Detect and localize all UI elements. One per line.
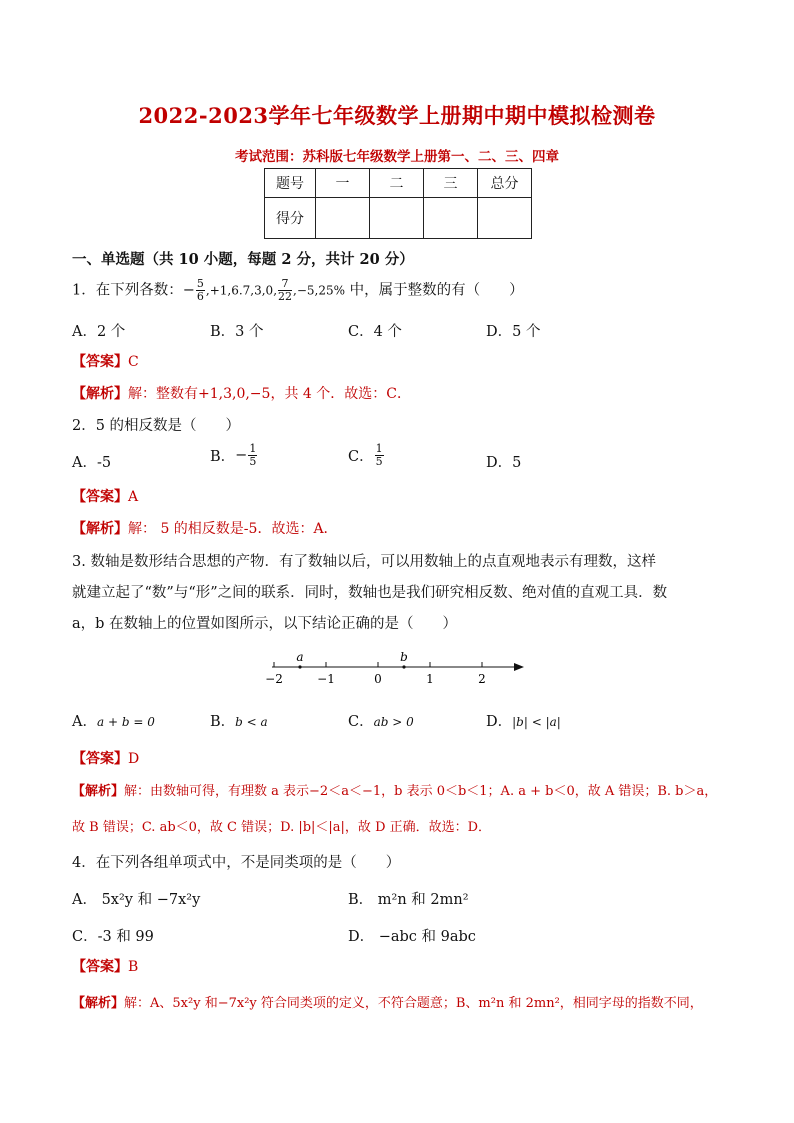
question-3-line: 就建立起了“数”与“形”之间的联系．同时，数轴也是我们研究相反数、绝对值的直观工具．数 <box>72 585 668 601</box>
number-line-point-b <box>402 665 405 668</box>
number-line-point-a <box>298 665 301 668</box>
q1-option-a: A．2 个 <box>72 324 126 340</box>
q4-answer: 【答案】B <box>72 959 139 975</box>
q1-suffix: 中，属于整数的有（ ） <box>345 282 524 299</box>
number-line-arrow <box>514 663 524 671</box>
number-line-figure <box>262 648 532 688</box>
q1-mid: ,+1,6.7,3,0, <box>205 283 278 298</box>
fraction: $\frac{7}{22}$ <box>278 277 293 303</box>
number-line-tick-label: 0 <box>374 672 382 686</box>
number-line-tick-label: −2 <box>265 672 283 686</box>
q1-option-d: D．5 个 <box>486 324 541 340</box>
q2-analysis: 【解析】解： 5 的相反数是-5．故选：A． <box>72 521 338 537</box>
q1-option-b: B．3 个 <box>210 324 264 340</box>
score-cell <box>316 198 370 239</box>
number-line-point-label: a <box>296 650 304 664</box>
fraction: $\frac{5}{6}$ <box>196 277 204 303</box>
q1-analysis: 【解析】解：整数有+1,3,0,−5，共 4 个．故选：C． <box>72 386 411 402</box>
score-header-cell: 题号 <box>265 169 316 198</box>
section-heading: 一、单选题（共 10 小题，每题 2 分，共计 20 分） <box>72 251 414 268</box>
score-header-cell: 二 <box>370 169 424 198</box>
score-header-cell: 总分 <box>478 169 532 198</box>
q1-prefix: 1．在下列各数： <box>72 282 183 299</box>
score-cell <box>478 198 532 239</box>
question-3-line: a，b 在数轴上的位置如图所示，以下结论正确的是（ ） <box>72 616 458 632</box>
exam-scope: 考试范围：苏科版七年级数学上册第一、二、三、四章 <box>235 149 559 165</box>
q2-answer: 【答案】A <box>72 489 139 505</box>
fraction: $\frac{1}{5}$ <box>249 442 257 468</box>
question-1-stem: 1．在下列各数：− $\frac{5}{6}$ ,+1,6.7,3,0, $\frac{7}{22}$ ,−5,25% 中，属于整数的有（ ） <box>72 277 524 303</box>
q3-analysis: 【解析】解：由数轴可得，有理数 a 表示−2＜a＜−1，b 表示 0＜b＜1；A. a + b＜0，故 A 错误；B. b＞a， <box>72 784 718 799</box>
q4-analysis: 【解析】解：A、5x²y 和−7x²y 符合同类项的定义，不符合题意；B、m²n 和 2mn²，相同字母的指数不同， <box>72 996 703 1011</box>
number-line-tick-label: 2 <box>478 672 486 686</box>
question-3-line: 3. 数轴是数形结合思想的产物．有了数轴以后，可以用数轴上的点直观地表示有理数，这样 <box>72 554 656 570</box>
question-2-stem: 2．5 的相反数是（ ） <box>72 418 241 434</box>
q2-option-d: D．5 <box>486 455 522 471</box>
q1-tail: ,−5,25% <box>293 283 346 298</box>
q4-option-b: B． m²n 和 2mn² <box>348 892 469 908</box>
page-title: 2022-2023学年七年级数学上册期中期中模拟检测卷 <box>138 103 656 128</box>
score-table <box>264 168 532 239</box>
score-header-cell: 一 <box>316 169 370 198</box>
question-4-stem: 4．在下列各组单项式中，不是同类项的是（ ） <box>72 855 401 871</box>
number-line-point-label: b <box>400 650 408 664</box>
q3-option-a: A．a + b = 0 <box>72 714 155 730</box>
q3-answer: 【答案】D <box>72 751 140 767</box>
q3-option-d: D．|b| < |a| <box>486 714 561 730</box>
q1-answer: 【答案】C <box>72 354 139 370</box>
q3-analysis-cont: 故 B 错误；C. ab＜0，故 C 错误；D. |b|＜|a|，故 D 正确．故选：D． <box>72 820 492 835</box>
score-row-label: 得分 <box>265 198 316 239</box>
q4-option-c: C．-3 和 99 <box>72 929 154 945</box>
q4-option-a: A． 5x²y 和 −7x²y <box>72 892 201 908</box>
q2-option-a: A．-5 <box>72 455 112 471</box>
q3-option-c: C．ab > 0 <box>348 714 414 730</box>
q1-option-c: C．4 个 <box>348 324 402 340</box>
fraction: $\frac{1}{5}$ <box>375 442 383 468</box>
q2-option-c: C． $\frac{1}{5}$ <box>348 442 383 468</box>
score-cell <box>424 198 478 239</box>
number-line-tick-label: 1 <box>426 672 434 686</box>
number-line-tick-label: −1 <box>317 672 335 686</box>
q3-option-b: B．b < a <box>210 714 268 730</box>
q2-option-b: B．− $\frac{1}{5}$ <box>210 442 257 468</box>
q4-option-d: D． −abc 和 9abc <box>348 929 476 945</box>
score-cell <box>370 198 424 239</box>
score-header-cell: 三 <box>424 169 478 198</box>
